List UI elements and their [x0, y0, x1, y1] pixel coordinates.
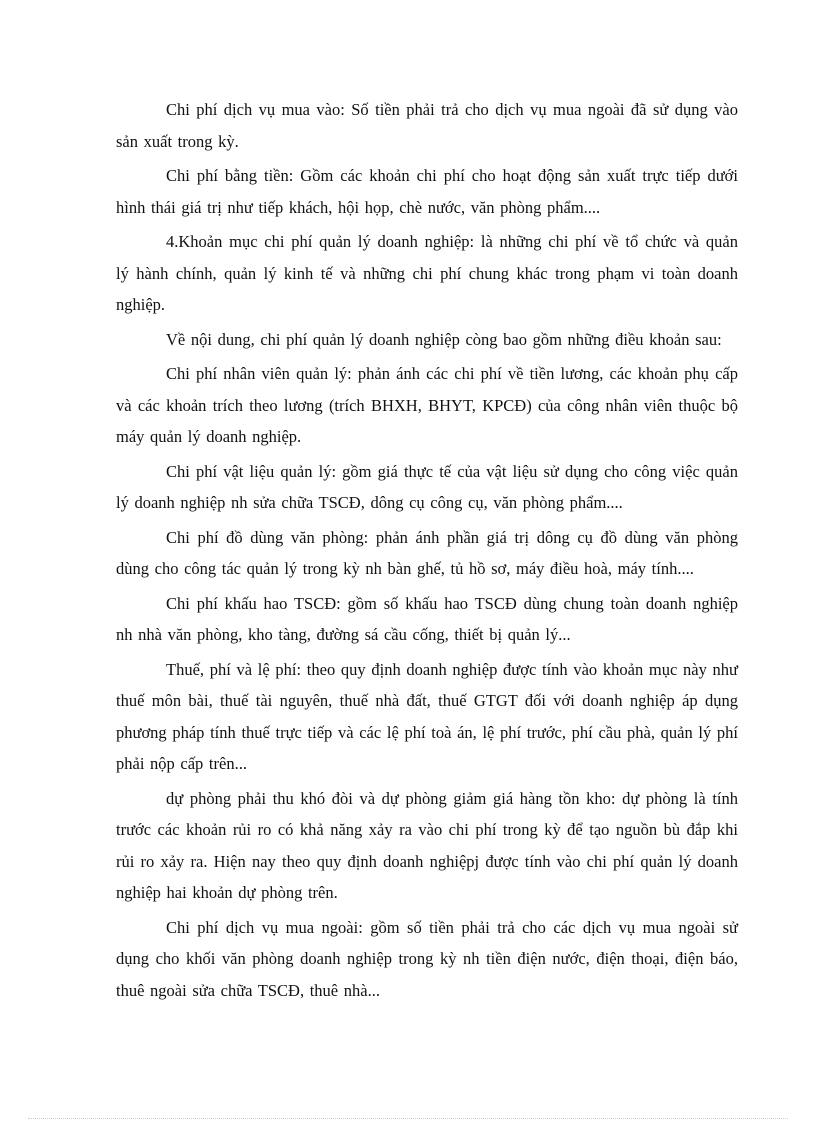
paragraph-cash-expenses: Chi phí bằng tiền: Gồm các khoản chi phí cho hoạt động sản xuất trực tiếp dưới hình thái giá trị như tiếp khách, hội họp, chè nước, văn phòng phẩm....	[116, 166, 738, 217]
page-bottom-divider	[28, 1118, 788, 1119]
paragraph-office-supplies-cost: Chi phí đồ dùng văn phòng: phản ánh phần giá trị dông cụ đồ dùng văn phòng dùng cho công tác quản lý trong kỳ nh bàn ghế, tủ hồ sơ, máy điều hoà, máy tính....	[116, 527, 738, 578]
document-body	[116, 94, 738, 1009]
paragraph-materials-cost: Chi phí vật liệu quản lý: gồm giá thực tế của vật liệu sử dụng cho công việc quản lý doanh nghiệp nh sửa chữa TSCĐ, dông cụ công cụ, văn phòng phẩm....	[116, 461, 738, 512]
paragraph-outsourced-services: Chi phí dịch vụ mua ngoài: gồm số tiền phải trả cho các dịch vụ mua ngoài sử dụng cho khối văn phòng doanh nghiệp trong kỳ nh tiền điện nước, điện thoại, điện báo, thuê ngoài sửa chữa TSCĐ, thuê nhà...	[116, 917, 738, 1000]
paragraph-depreciation-cost: Chi phí khấu hao TSCĐ: gồm số khấu hao TSCĐ dùng chung toàn doanh nghiệp nh nhà văn phòng, kho tàng, đường sá cầu cống, thiết bị quản lý...	[116, 593, 738, 644]
paragraph-management-cost-item: 4.Khoản mục chi phí quản lý doanh nghiệp: là những chi phí về tổ chức và quản lý hành chính, quản lý kinh tế và những chi phí chung khác trong phạm vi toàn doanh nghiệp.	[116, 232, 738, 314]
paragraph-purchased-services-cost: Chi phí dịch vụ mua vào: Số tiền phải trả cho dịch vụ mua ngoài đã sử dụng vào sản xuất trong kỳ.	[116, 100, 738, 151]
paragraph-content-intro: Về nội dung, chi phí quản lý doanh nghiệp còng bao gồm những điều khoản sau:	[166, 329, 722, 349]
paragraph-provisions: dự phòng phải thu khó đòi và dự phòng giảm giá hàng tồn kho: dự phòng là tính trước các khoản rủi ro có khả năng xảy ra vào chi phí trong kỳ để tạo nguồn bù đắp khi rủi ro xảy ra. Hiện nay theo quy định doanh nghiệpj được tính vào chi phí quản lý doanh nghiệp hai khoản dự phòng trên.	[116, 788, 738, 902]
paragraph-staff-cost: Chi phí nhân viên quản lý: phản ánh các chi phí về tiền lương, các khoản phụ cấp và các khoản trích theo lương (trích BHXH, BHYT, KPCĐ) của công nhân viên thuộc bộ máy quản lý doanh nghiệp.	[116, 364, 738, 446]
paragraph-taxes-fees: Thuế, phí và lệ phí: theo quy định doanh nghiệp được tính vào khoản mục này như thuế môn bài, thuế tài nguyên, thuế nhà đất, thuế GTGT đối với doanh nghiệp áp dụng phương pháp tính thuế trực tiếp và các lệ phí toà án, lệ phí trước, phí cầu phà, quản lý phí phải nộp cấp trên...	[116, 659, 738, 773]
